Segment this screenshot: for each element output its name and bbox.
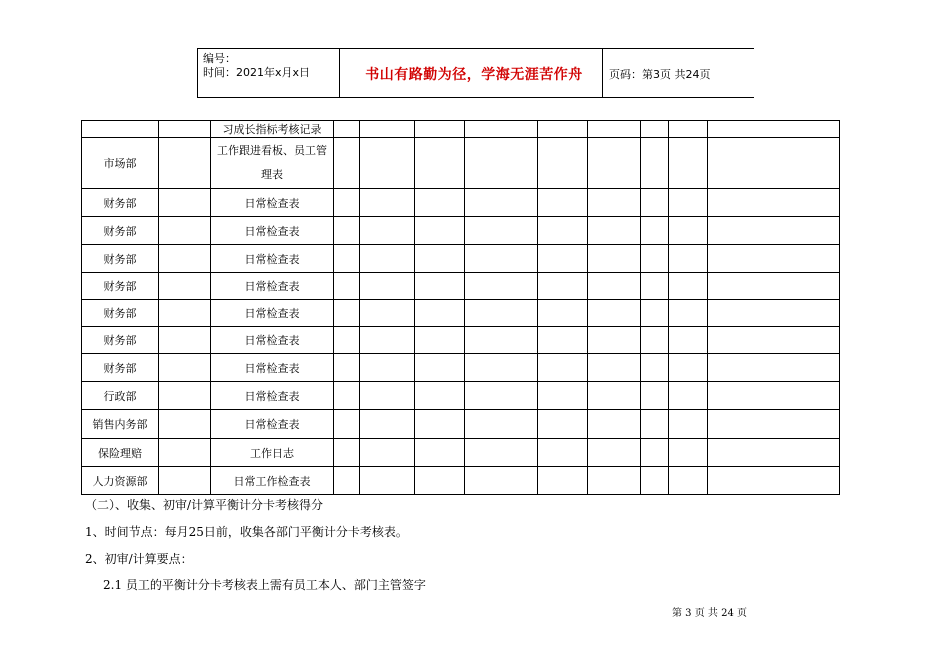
record-cell: 日常检查表 bbox=[211, 410, 334, 439]
empty-cell bbox=[415, 467, 465, 495]
empty-cell bbox=[465, 189, 538, 217]
empty-cell bbox=[669, 273, 708, 300]
empty-cell bbox=[641, 121, 669, 138]
department-cell: 财务部 bbox=[82, 354, 159, 382]
empty-cell bbox=[669, 300, 708, 327]
page-footer: 第 3 页 共 24 页 bbox=[672, 608, 747, 619]
empty-cell bbox=[334, 327, 360, 354]
department-cell: 人力资源部 bbox=[82, 467, 159, 495]
empty-cell bbox=[641, 189, 669, 217]
empty-cell bbox=[708, 354, 840, 382]
department-cell: 财务部 bbox=[82, 217, 159, 245]
empty-cell bbox=[159, 467, 211, 495]
department-cell: 行政部 bbox=[82, 382, 159, 410]
empty-cell bbox=[360, 467, 415, 495]
record-cell: 日常检查表 bbox=[211, 217, 334, 245]
empty-cell bbox=[360, 138, 415, 189]
empty-cell bbox=[641, 273, 669, 300]
table-row bbox=[82, 300, 840, 327]
empty-cell bbox=[159, 273, 211, 300]
empty-cell bbox=[538, 467, 588, 495]
empty-cell bbox=[588, 327, 641, 354]
empty-cell bbox=[334, 467, 360, 495]
empty-cell bbox=[334, 300, 360, 327]
empty-cell bbox=[641, 245, 669, 273]
empty-cell bbox=[334, 217, 360, 245]
empty-cell bbox=[641, 217, 669, 245]
record-cell: 日常检查表 bbox=[211, 382, 334, 410]
empty-cell bbox=[538, 273, 588, 300]
table-row bbox=[82, 327, 840, 354]
table-row bbox=[82, 439, 840, 467]
section-title: （二）、收集、初审/计算平衡计分卡考核得分 bbox=[85, 498, 324, 512]
page-header bbox=[197, 48, 754, 98]
empty-cell bbox=[538, 382, 588, 410]
paragraph-time-node: 1、时间节点：每月25日前，收集各部门平衡计分卡考核表。 bbox=[85, 525, 408, 539]
record-cell: 日常检查表 bbox=[211, 245, 334, 273]
empty-cell bbox=[708, 121, 840, 138]
record-cell: 日常检查表 bbox=[211, 327, 334, 354]
header-divider bbox=[339, 49, 340, 97]
empty-cell bbox=[465, 217, 538, 245]
empty-cell bbox=[708, 467, 840, 495]
empty-cell bbox=[669, 138, 708, 189]
empty-cell bbox=[334, 273, 360, 300]
empty-cell bbox=[588, 138, 641, 189]
empty-cell bbox=[669, 189, 708, 217]
empty-cell bbox=[360, 121, 415, 138]
empty-cell bbox=[538, 410, 588, 439]
empty-cell bbox=[334, 138, 360, 189]
empty-cell bbox=[588, 273, 641, 300]
empty-cell bbox=[159, 217, 211, 245]
empty-cell bbox=[334, 382, 360, 410]
empty-cell bbox=[588, 121, 641, 138]
paragraph-signature-rule: 2.1 员工的平衡计分卡考核表上需有员工本人、部门主管签字 bbox=[103, 578, 426, 592]
empty-cell bbox=[360, 217, 415, 245]
empty-cell bbox=[669, 410, 708, 439]
empty-cell bbox=[641, 138, 669, 189]
empty-cell bbox=[641, 467, 669, 495]
empty-cell bbox=[415, 121, 465, 138]
empty-cell bbox=[360, 245, 415, 273]
empty-cell bbox=[641, 382, 669, 410]
empty-cell bbox=[159, 410, 211, 439]
empty-cell bbox=[159, 354, 211, 382]
empty-cell bbox=[360, 354, 415, 382]
empty-cell bbox=[415, 245, 465, 273]
empty-cell bbox=[588, 382, 641, 410]
empty-cell bbox=[588, 189, 641, 217]
empty-cell bbox=[669, 439, 708, 467]
department-cell: 保险理赔 bbox=[82, 439, 159, 467]
department-cell: 财务部 bbox=[82, 273, 159, 300]
empty-cell bbox=[159, 300, 211, 327]
assessment-table bbox=[81, 120, 840, 495]
empty-cell bbox=[334, 189, 360, 217]
empty-cell bbox=[708, 245, 840, 273]
empty-cell bbox=[334, 121, 360, 138]
empty-cell bbox=[588, 354, 641, 382]
empty-cell bbox=[588, 300, 641, 327]
empty-cell bbox=[538, 217, 588, 245]
department-cell: 财务部 bbox=[82, 189, 159, 217]
empty-cell bbox=[641, 327, 669, 354]
empty-cell bbox=[159, 189, 211, 217]
department-cell: 财务部 bbox=[82, 300, 159, 327]
empty-cell bbox=[465, 273, 538, 300]
empty-cell bbox=[465, 245, 538, 273]
empty-cell bbox=[588, 410, 641, 439]
empty-cell bbox=[708, 439, 840, 467]
empty-cell bbox=[641, 300, 669, 327]
empty-cell bbox=[159, 245, 211, 273]
empty-cell bbox=[588, 245, 641, 273]
empty-cell bbox=[360, 273, 415, 300]
record-cell: 日常检查表 bbox=[211, 300, 334, 327]
empty-cell bbox=[465, 300, 538, 327]
department-cell: 销售内务部 bbox=[82, 410, 159, 439]
empty-cell bbox=[360, 410, 415, 439]
empty-cell bbox=[538, 327, 588, 354]
record-cell: 日常工作检查表 bbox=[211, 467, 334, 495]
empty-cell bbox=[415, 189, 465, 217]
empty-cell bbox=[588, 217, 641, 245]
empty-cell bbox=[415, 273, 465, 300]
empty-cell bbox=[360, 327, 415, 354]
empty-cell bbox=[708, 138, 840, 189]
empty-cell bbox=[538, 439, 588, 467]
document-number-label: 编号： bbox=[203, 52, 236, 65]
empty-cell bbox=[334, 354, 360, 382]
empty-cell bbox=[641, 439, 669, 467]
header-divider bbox=[197, 49, 198, 97]
table-row bbox=[82, 410, 840, 439]
empty-cell bbox=[588, 439, 641, 467]
empty-cell bbox=[669, 327, 708, 354]
empty-cell bbox=[159, 382, 211, 410]
empty-cell bbox=[465, 382, 538, 410]
table-row bbox=[82, 217, 840, 245]
empty-cell bbox=[415, 217, 465, 245]
empty-cell bbox=[708, 189, 840, 217]
department-cell: 财务部 bbox=[82, 327, 159, 354]
empty-cell bbox=[465, 467, 538, 495]
empty-cell bbox=[538, 138, 588, 189]
department-cell: 市场部 bbox=[82, 138, 159, 189]
header-page-info: 页码：第3页 共24页 bbox=[609, 68, 711, 81]
empty-cell bbox=[708, 410, 840, 439]
record-cell: 日常检查表 bbox=[211, 354, 334, 382]
empty-cell bbox=[641, 354, 669, 382]
empty-cell bbox=[465, 138, 538, 189]
table-row bbox=[82, 273, 840, 300]
empty-cell bbox=[360, 382, 415, 410]
empty-cell bbox=[360, 189, 415, 217]
empty-cell bbox=[465, 327, 538, 354]
empty-cell bbox=[708, 327, 840, 354]
empty-cell bbox=[159, 138, 211, 189]
empty-cell bbox=[641, 410, 669, 439]
empty-cell bbox=[334, 439, 360, 467]
empty-cell bbox=[415, 138, 465, 189]
record-cell: 日常检查表 bbox=[211, 189, 334, 217]
empty-cell bbox=[415, 439, 465, 467]
record-cell: 工作跟进看板、员工管理表 bbox=[211, 138, 334, 189]
empty-cell bbox=[159, 327, 211, 354]
empty-cell bbox=[415, 327, 465, 354]
empty-cell bbox=[360, 439, 415, 467]
empty-cell bbox=[415, 300, 465, 327]
table-row bbox=[82, 121, 840, 138]
empty-cell bbox=[465, 354, 538, 382]
empty-cell bbox=[538, 121, 588, 138]
empty-cell bbox=[159, 121, 211, 138]
empty-cell bbox=[669, 121, 708, 138]
record-cell: 日常检查表 bbox=[211, 273, 334, 300]
empty-cell bbox=[465, 121, 538, 138]
empty-cell bbox=[538, 354, 588, 382]
paragraph-review-points: 2、初审/计算要点： bbox=[85, 552, 193, 566]
empty-cell bbox=[465, 439, 538, 467]
empty-cell bbox=[669, 382, 708, 410]
table-row bbox=[82, 382, 840, 410]
table-row bbox=[82, 245, 840, 273]
empty-cell bbox=[669, 354, 708, 382]
document-time-label: 时间：2021年x月x日 bbox=[203, 66, 311, 79]
empty-cell bbox=[669, 467, 708, 495]
empty-cell bbox=[708, 273, 840, 300]
empty-cell bbox=[538, 189, 588, 217]
empty-cell bbox=[708, 300, 840, 327]
table-row bbox=[82, 467, 840, 495]
department-cell bbox=[82, 121, 159, 138]
empty-cell bbox=[708, 382, 840, 410]
empty-cell bbox=[360, 300, 415, 327]
empty-cell bbox=[334, 410, 360, 439]
header-motto: 书山有路勤为径，学海无涯苦作舟 bbox=[365, 67, 583, 83]
empty-cell bbox=[159, 439, 211, 467]
header-meta bbox=[203, 52, 310, 80]
empty-cell bbox=[538, 300, 588, 327]
record-cell: 习成长指标考核记录 bbox=[211, 121, 334, 138]
empty-cell bbox=[415, 410, 465, 439]
empty-cell bbox=[415, 354, 465, 382]
empty-cell bbox=[334, 245, 360, 273]
table-row bbox=[82, 138, 840, 189]
empty-cell bbox=[669, 217, 708, 245]
empty-cell bbox=[538, 245, 588, 273]
empty-cell bbox=[708, 217, 840, 245]
table-row bbox=[82, 354, 840, 382]
record-cell: 工作日志 bbox=[211, 439, 334, 467]
empty-cell bbox=[588, 467, 641, 495]
empty-cell bbox=[669, 245, 708, 273]
table-row bbox=[82, 189, 840, 217]
empty-cell bbox=[415, 382, 465, 410]
empty-cell bbox=[465, 410, 538, 439]
department-cell: 财务部 bbox=[82, 245, 159, 273]
